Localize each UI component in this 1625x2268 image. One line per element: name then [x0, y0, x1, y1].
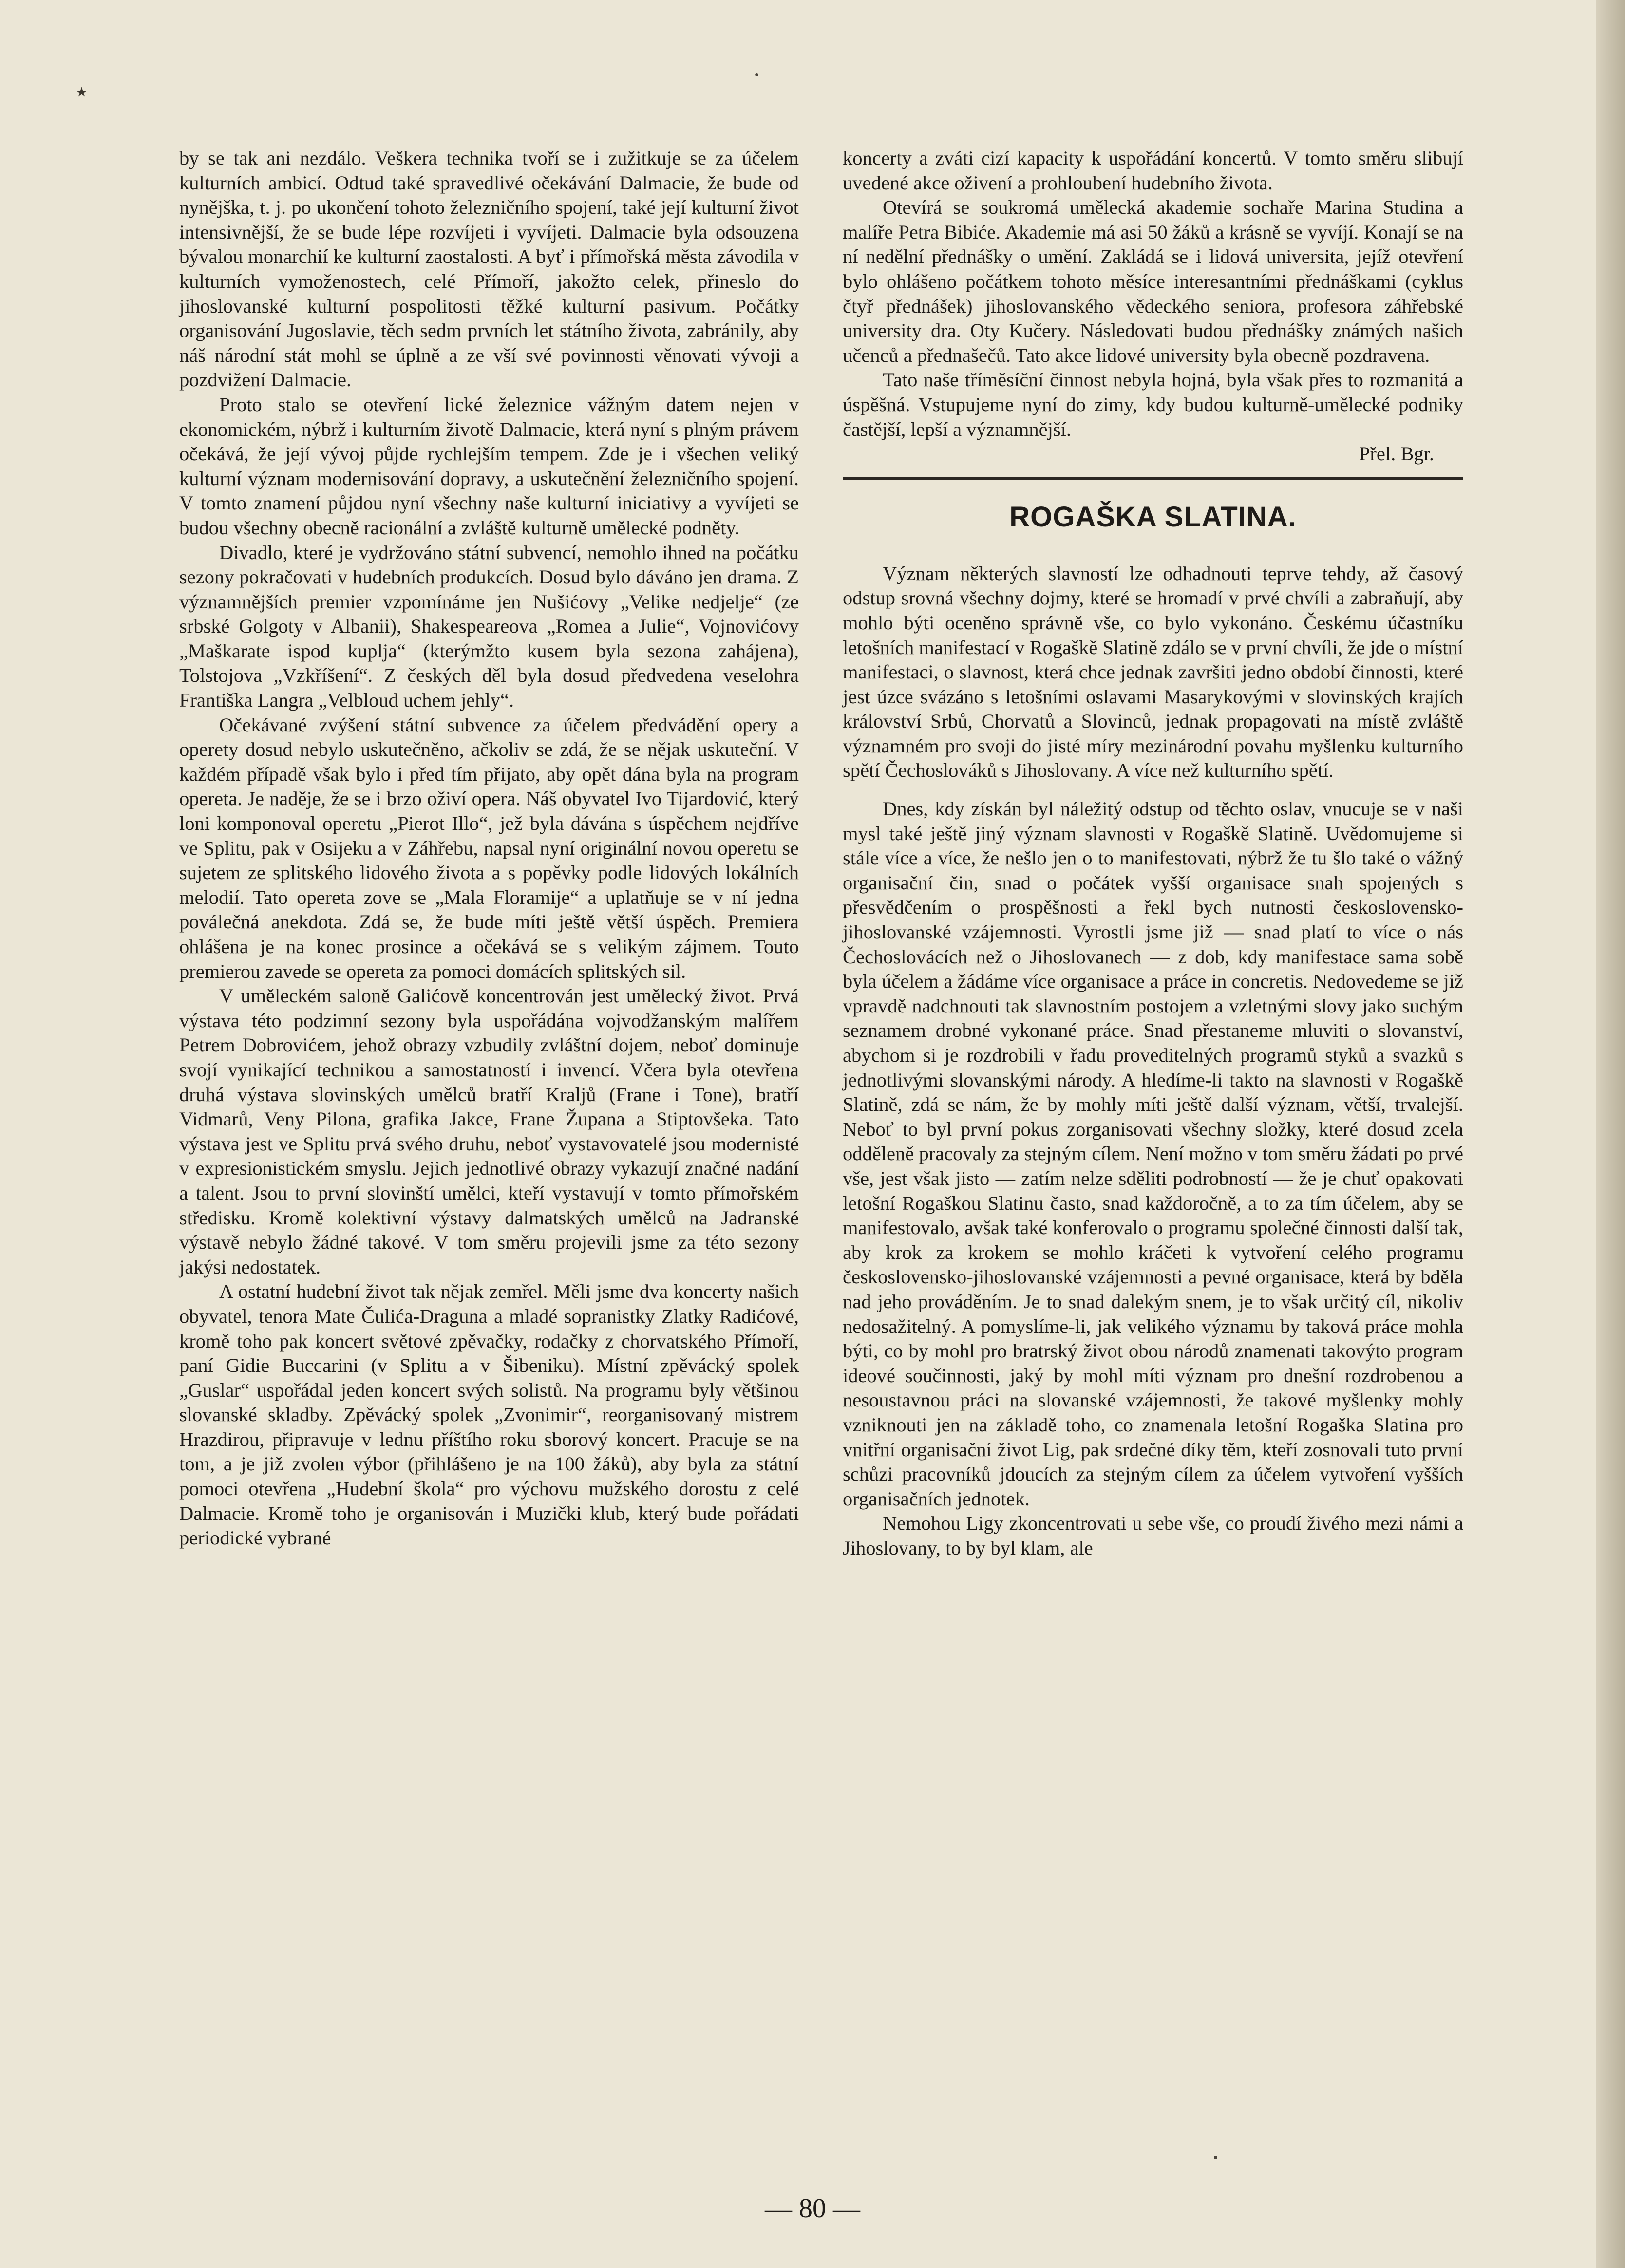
- paragraph: Proto stalo se otevření lické železnice vážným datem nejen v ekonomickém, nýbrž i kulturním životě Dalmacie, která nyní s plným právem očekává, že její vývoj půjde rychlejším tempem. Zde je i všechen veliký kulturní význam modernisování dopravy, a uskutečnění železničního spojení. V tomto znamení půjdou nyní všechny naše kulturní iniciativy a vyvíjeti se budou všechny obecně racionální a zvláště kulturně umělecké podněty.: [179, 393, 799, 539]
- right-column: [843, 146, 1463, 1560]
- paragraph: Dnes, kdy získán byl náležitý odstup od těchto oslav, vnucuje se v naši mysl také ještě jiný význam slavnosti v Rogaškě Slatině. Uvědomujeme si stále více a více, že nešlo jen o to manifestovati, nýbrž že tu šlo také o vážný organisační čin, snad o počátek vyšší organisace snah spojených s přesvědčením o prospěšnosti a řekl bych nutnosti československo-jihoslovanské vzájemnosti. Vyrostli jsme již — snad platí to více o nás Čechoslovácích než o Jihoslovanech — z dob, kdy manifestace sama sobě byla účelem a žádáme více organisace a práce in concretis. Nedovedeme se již vpravdě nadchnouti tak slavnostním postojem a vzletnými slovy jako suchým seznamem drobné vykonané práce. Snad přestaneme mluviti o slovanství, abychom si je rozdrobili v řadu proveditelných programů styků a svazků s jednotlivými slovanskými národy. A hledíme-li takto na slavnosti v Rogaškě Slatině, zdá se nám, že by mohly míti ještě další význam, větší, trvalejší. Neboť to byl první pokus zorganisovati všechny složky, které dosud zcela odděleně pracovaly za stejným cílem. Není možno v tom směru žádati po prvé vše, jest však jisto — zatím nelze sděliti podrobností — že je chuť opakovati letošní Rogaškou Slatinu často, snad každoročně, a to za tím účelem, aby se manifestovalo, avšak také konferovalo o programu společné činnosti další tak, aby krok za krokem se mohlo kráčeti k vytvoření celého programu československo-jihoslovanské vzájemnosti a pevné organisace, která by bděla nad jeho prováděním. Je to snad dalekým snem, je to však určitý cíl, nikoliv nedosažitelný. A pomyslíme-li, jak velikého významu by taková práce mohla býti, co by mohl pro bratrský život obou národů znamenati takovýto program ideové součinnosti, jaký by mohl míti význam pro dnešní rozdrobenou a nesoustavnou práci na slovanské vzájemnosti, že takové myšlenky mohly vzniknouti jen na základě toho, co znamenala letošní Rogaška Slatina pro vnitřní organisační život Lig, pak srdečné díky těm, kteří zosnovali tuto první schůzi pracovníků jdoucích za stejným cílem za účelem vytvoření vyšších organisačních jednotek.: [843, 798, 1463, 1510]
- paragraph: Nemohou Ligy zkoncentrovati u sebe vše, co proudí živého mezi námi a Jihoslovany, to by byl klam, ale: [843, 1512, 1463, 1559]
- corner-mark: ٭: [76, 78, 88, 104]
- paragraph: V uměleckém saloně Galićově koncentrován jest umělecký život. Prvá výstava této podzimní sezony byla uspořádána vojvodžanským malířem Petrem Dobrovićem, jehož obrazy vzbudily zvláštní dojem, neboť dominuje svojí vynikající technikou a samostatností i invencí. Včera byla otevřena druhá výstava slovinských umělců bratří Kraljů (Frane i Tone), bratří Vidmarů, Veny Pilona, grafika Jakce, Frane Župana a Stiptovšeka. Tato výstava jest ve Splitu prvá svého druhu, neboť vystavovatelé jsou modernisté v expresionistickém smyslu. Jejich jednotlivé obrazy vykazují značné nadání a talent. Jsou to první slovinští umělci, kteří vystavují v tomto přímořském středisku. Kromě kolektivní výstavy dalmatských umělců na Jadranské výstavě nebylo žádné takové. V tom směru projevili jsme za této sezony jakýsi nedostatek.: [179, 985, 799, 1278]
- paragraph: Otevírá se soukromá umělecká akademie sochaře Marina Studina a malíře Petra Bibiće. Akademie má asi 50 žáků a krásně se vyvíjí. Konají se na ní nedělní přednášky o umění. Zakládá se i lidová universita, jejíž otevření bylo ohlášeno počátkem tohoto měsíce interesantními přednáškami (cyklus čtyř přednášek) jihoslovanského vědeckého seniora, profesora záhřebské university dra. Oty Kučery. Následovati budou přednášky známých našich učenců a přednašečů. Tato akce lidové university byla obecně pozdravena.: [843, 196, 1463, 366]
- translator-signature: Přel. Bgr.: [1359, 443, 1434, 465]
- print-speck-bottom: [1214, 2156, 1217, 2159]
- paragraph: Význam některých slavností lze odhadnouti teprve tehdy, až časový odstup srovná všechny dojmy, které se hromadí v prvé chvíli a zabraňují, aby mohlo býti oceněno správně vše, co bylo vykonáno. Českému účastníku letošních manifestací v Rogaškě Slatině zdálo se v první chvíli, že jde o místní manifestaci, o slavnost, která chce jednak završiti jedno období činnosti, které jest úzce svázáno s letošními oslavami Masarykovými v slovinských krajích království Srbů, Chorvatů a Slovinců, jednak propagovati na místě zvláště významném pro svoji do jisté míry mezinárodní povahu myšlenku kulturního spětí Čechoslováků s Jihoslovany. A více než kulturního spětí.: [843, 562, 1463, 782]
- page-edge-shadow: [1596, 0, 1625, 2268]
- section-divider: [843, 477, 1463, 480]
- section-heading: ROGAŠKA SLATINA.: [1009, 501, 1297, 533]
- paragraph: Očekávané zvýšení státní subvence za účelem předvádění opery a operety dosud nebylo uskutečněno, ačkoliv se zdá, že se nějak uskuteční. V každém případě však bylo i před tím přijato, aby opět dána byla na program opereta. Je naděje, že se i brzo oživí opera. Náš obyvatel Ivo Tijardović, který loni komponoval operetu „Pierot Illo“, jež byla dávána s úspěchem nejdříve ve Splitu, pak v Osijeku a v Záhřebu, napsal nyní originální novou operetu se sujetem ze splitského lidového života a s popěvky podle lidových lokálních melodií. Tato opereta zove se „Mala Floramije“ a uplatňuje se v ní jedna poválečná anekdota. Zdá se, že bude míti ještě větší úspěch. Premiera ohlášena je na konec prosince a očekává se s velikým zájmem. Touto premierou zavede se opereta za pomoci domácích splitských sil.: [179, 713, 799, 982]
- print-speck-top: [755, 73, 758, 76]
- page-number: — 80 —: [765, 2193, 860, 2224]
- paragraph: A ostatní hudební život tak nějak zemřel. Měli jsme dva koncerty našich obyvatel, tenora Mate Čulića-Draguna a mladé sopranistky Zlatky Radićové, kromě toho pak koncert světové zpěvačky, rodačky z chorvatského Přímoří, paní Gidie Buccarini (v Splitu a v Šibeniku). Místní zpěvácký spolek „Guslar“ uspořádal jeden koncert svých solistů. Na programu byly většinou slovanské skladby. Zpěvácký spolek „Zvonimir“, reorganisovaný mistrem Hrazdirou, připravuje v lednu příštího roku sborový koncert. Pracuje se na tom, a je již zvolen výbor (přihlášeno je na 100 žáků), aby byla za státní pomoci otevřena „Hudební škola“ pro výchovu mužského dorostu z celé Dalmacie. Kromě toho je organisován i Muzički klub, který bude pořádati periodické vybrané: [179, 1280, 799, 1549]
- paragraph: Tato naše tříměsíční činnost nebyla hojná, byla však přes to rozmanitá a úspěšná. Vstupujeme nyní do zimy, kdy budou kulturně-umělecké podniky častější, lepší a významnější.: [843, 369, 1463, 440]
- paragraph: by se tak ani nezdálo. Veškera technika tvoří se i zužitkuje se za účelem kulturních ambicí. Odtud také spravedlivé očekávání Dalmacie, že bude od nynějška, t. j. po ukončení tohoto železničního spojení, také její kulturní život intensivnější, že se bude lépe rozvíjeti i vyvíjeti. Dalmacie byla odsouzena bývalou monarchií ke kulturní zaostalosti. A byť i přímořská města závodila v kulturních vymoženostech, celé Přímoří, jakožto celek, přineslo do jihoslovanské kulturní pospolitosti těžké kulturní pasivum. Počátky organisování Jugoslavie, těch sedm prvních let státního života, zabránily, aby náš národní stát mohl se úplně a ze vší své povinnosti věnovati vývoji a pozdvižení Dalmacie.: [179, 147, 799, 391]
- paragraph: Divadlo, které je vydržováno státní subvencí, nemohlo ihned na počátku sezony pokračovati v hudebních produkcích. Dosud bylo dáváno jen drama. Z významnějších premier vzpomínáme jen Nušićovy „Velike nedjelje“ (ze srbské Golgoty v Albanii), Shakespeareova „Romea a Julie“, Vojnovićovy „Maškarate ispod kuplja“ (kterýmžto kusem byla sezona zahájena), Tolstojova „Vzkříšení“. Z českých děl byla dosud předvedena veselohra Františka Langra „Velbloud uchem jehly“.: [179, 541, 799, 712]
- paragraph: koncerty a zváti cizí kapacity k uspořádání koncertů. V tomto směru slibují uvedené akce oživení a prohloubení hudebního života.: [843, 147, 1463, 194]
- left-column: [179, 146, 799, 1551]
